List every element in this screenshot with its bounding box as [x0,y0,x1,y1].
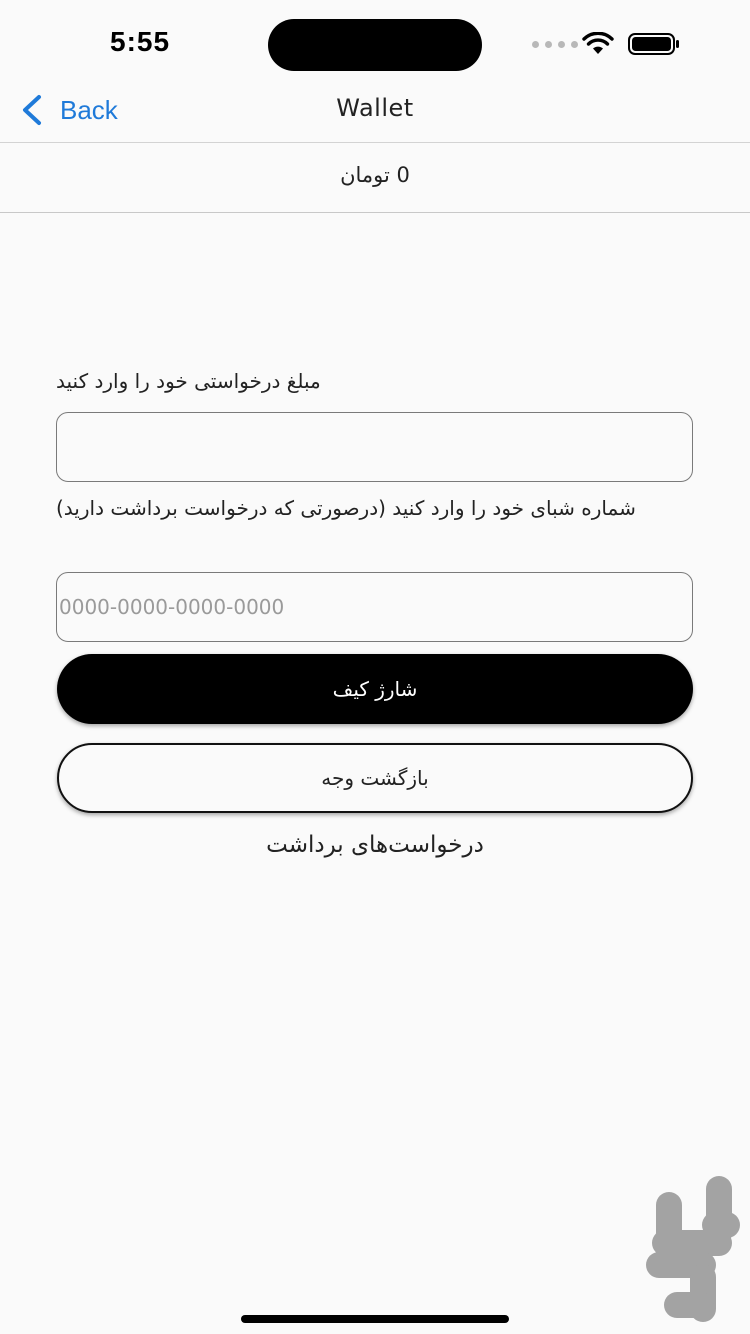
amount-field-container [56,412,693,482]
cellular-signal-icon [532,41,578,48]
battery-icon [628,33,680,55]
refund-button[interactable]: بازگشت وجه [57,743,693,813]
amount-input[interactable] [57,413,692,481]
wallet-balance-row [0,143,750,213]
back-button-label: Back [60,94,118,125]
sheba-input[interactable] [57,573,692,641]
status-bar [0,0,750,88]
charge-wallet-button[interactable]: شارژ کیف [57,654,693,724]
page-title: Wallet [336,94,414,122]
wallet-balance: 0 تومان [340,163,410,187]
navigation-bar [0,80,750,143]
sheba-label: شماره شبای خود را وارد کنید (درصورتی که درخواست برداشت دارید) [56,496,636,520]
withdrawal-requests-link[interactable]: درخواست‌های برداشت [266,832,484,858]
amount-label: مبلغ درخواستی خود را وارد کنید [56,369,321,393]
home-indicator [241,1315,509,1323]
status-time: 5:55 [110,26,171,57]
sheba-field-container [56,572,693,642]
wifi-icon [582,32,614,56]
app-store-watermark-logo [644,1172,744,1327]
dynamic-island [268,19,482,71]
